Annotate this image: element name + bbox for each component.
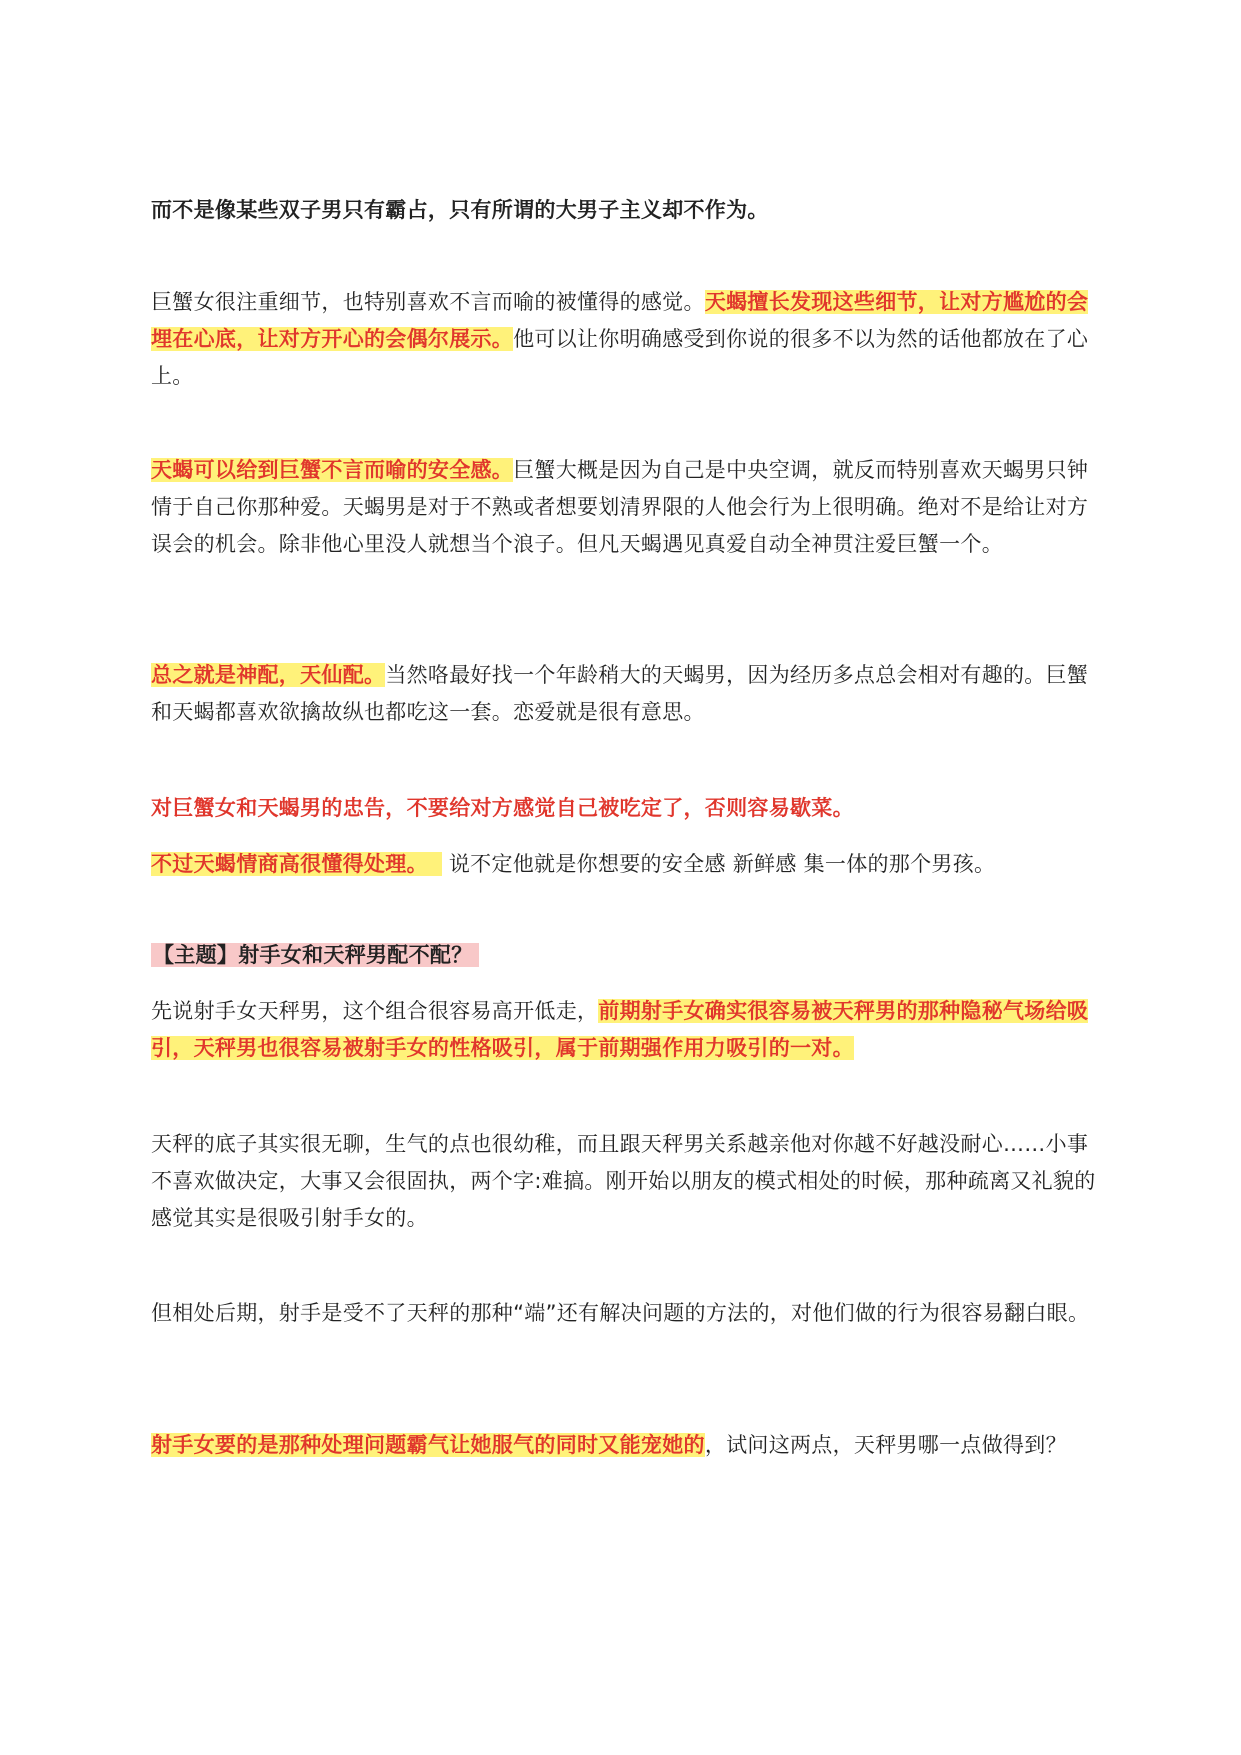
p6-text-b: 说不定他就是你想要的安全感 新鲜感 集一体的那个男孩。 — [448, 852, 996, 876]
p8-text: 天秤的底子其实很无聊，生气的点也很幼稚，而且跟天秤男关系越亲他对你越不好越没耐心……小事不喜欢做决定，大事又会很固执，两个字:难搞。刚开始以朋友的模式相处的时候，那种疏离又礼貌的感觉其实是很吸引射手女的。 — [151, 1132, 1096, 1230]
paragraph-3 — [151, 452, 1097, 563]
paragraph-8 — [151, 1126, 1097, 1237]
p1-text: 而不是像某些双子男只有霸占，只有所谓的大男子主义却不作为。 — [151, 198, 769, 222]
p5-text: 对巨蟹女和天蝎男的忠告，不要给对方感觉自己被吃定了，否则容易歇菜。 — [151, 796, 854, 820]
p4-text-b: 当然咯最好找一个年龄稍大的天蝎男，因为经历多点总会相对有趣的。巨蟹和天蝎都喜欢欲擒故纵也都吃这一套。恋爱就是很有意思。 — [151, 663, 1089, 724]
p7-text-a: 先说射手女天秤男，这个组合很容易高开低走， — [151, 999, 599, 1023]
p10-text-b: ，试问这两点，天秤男哪一点做得到？ — [704, 1433, 1067, 1457]
p3-text-b: 巨蟹大概是因为自己是中央空调，就反而特别喜欢天蝎男只钟情于自己你那种爱。天蝎男是对于不熟或者想要划清界限的人他会行为上很明确。绝对不是给让对方误会的机会。除非他心里没人就想当个浪子。但凡天蝎遇见真爱自动全神贯注爱巨蟹一个。 — [151, 458, 1089, 556]
paragraph-2 — [151, 284, 1097, 395]
paragraph-5-advice — [151, 790, 1097, 827]
p7-highlight: 前期射手女确实很容易被天秤男的那种隐秘气场给吸引，天秤男也很容易被射手女的性格吸引，属于前期强作用力吸引的一对。 — [151, 999, 1089, 1060]
p2-highlight: 天蝎擅长发现这些细节，让对方尴尬的会埋在心底，让对方开心的会偶尔展示。 — [151, 290, 1089, 351]
paragraph-7 — [151, 993, 1097, 1067]
paragraph-9 — [151, 1295, 1097, 1332]
paragraph-4 — [151, 657, 1097, 731]
paragraph-10 — [151, 1427, 1097, 1464]
paragraph-6 — [151, 846, 1097, 883]
section-heading: 【主题】射手女和天秤男配不配？ — [151, 943, 479, 967]
p4-highlight: 总之就是神配，天仙配。 — [151, 663, 386, 687]
paragraph-1 — [151, 192, 1097, 229]
p2-text-a: 巨蟹女很注重细节，也特别喜欢不言而喻的被懂得的感觉。 — [151, 290, 705, 314]
p10-highlight: 射手女要的是那种处理问题霸气让她服气的同时又能宠她的 — [151, 1433, 705, 1457]
section-heading-paragraph — [151, 937, 1097, 974]
p3-highlight: 天蝎可以给到巨蟹不言而喻的安全感。 — [151, 458, 514, 482]
p9-text: 但相处后期，射手是受不了天秤的那种“端”还有解决问题的方法的，对他们做的行为很容易翻白眼。 — [151, 1301, 1090, 1325]
p6-highlight-gap — [428, 852, 442, 876]
p6-highlight: 不过天蝎情商高很懂得处理。 — [151, 852, 428, 876]
p2-text-c: 他可以让你明确感受到你说的很多不以为然的话他都放在了心上。 — [151, 327, 1089, 388]
